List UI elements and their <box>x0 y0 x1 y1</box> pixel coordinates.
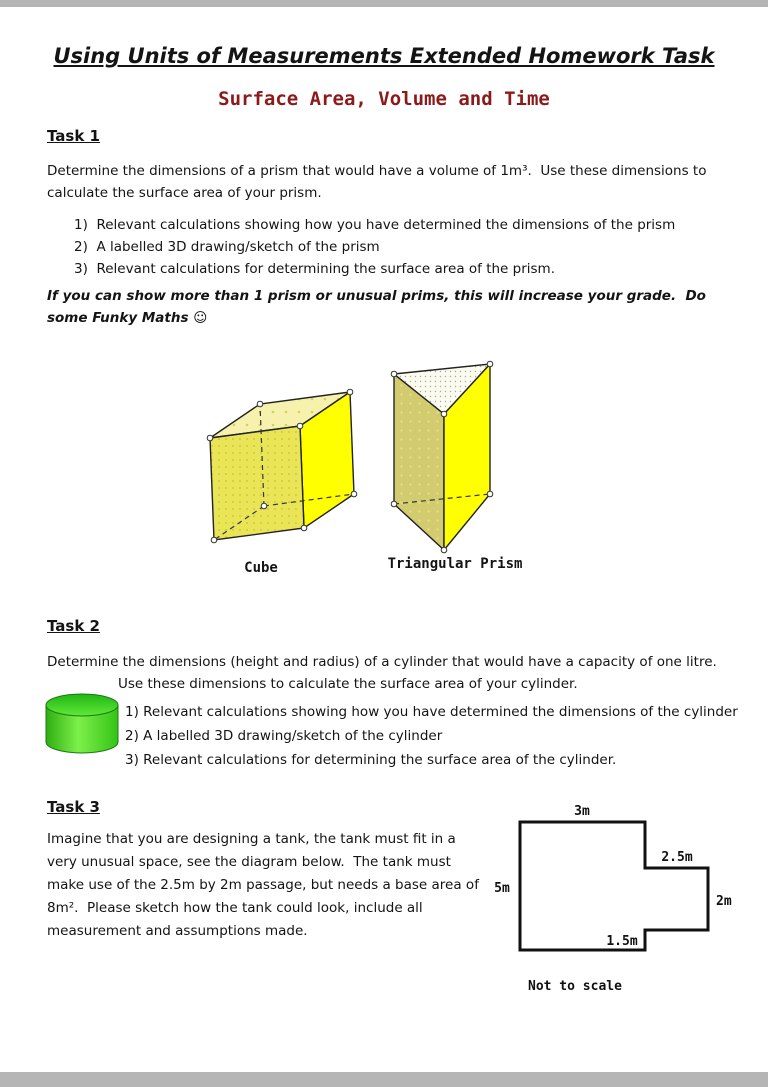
tank-dim-top: 3m <box>574 804 590 819</box>
task1-list <box>74 214 675 280</box>
task1-note: If you can show more than 1 prism or unusual prims, this will increase your grade. Do some Funky Maths ☺ <box>47 288 711 326</box>
cube-figure <box>202 380 364 556</box>
task2-item-2: 2) A labelled 3D drawing/sketch of the cylinder <box>125 728 443 744</box>
triangular-prism-figure <box>388 354 496 563</box>
tank-dim-passage-top: 2.5m <box>661 850 693 865</box>
task1-item-3: 3) Relevant calculations for determining the surface area of the prism. <box>74 261 555 277</box>
tank-dim-left: 5m <box>494 881 510 896</box>
cylinder-drawing <box>42 690 122 758</box>
page-title: Using Units of Measurements Extended Homework Task <box>53 44 715 68</box>
tank-outline <box>520 822 708 950</box>
task1-heading: Task 1 <box>47 127 100 145</box>
tank-diagram <box>490 800 745 1009</box>
cylinder-top <box>46 694 118 716</box>
task2-item-3: 3) Relevant calculations for determining the surface area of the cylinder. <box>125 752 617 768</box>
task3-heading: Task 3 <box>47 798 100 816</box>
task2-intro-line2: Use these dimensions to calculate the surface area of your cylinder. <box>118 676 578 692</box>
triangular-prism-label: Triangular Prism <box>387 556 523 572</box>
triangular-prism-drawing <box>388 354 496 559</box>
page-edge-bottom <box>0 1072 768 1087</box>
tank-dim-bottom: 1.5m <box>606 934 638 949</box>
page-edge-top <box>0 0 768 7</box>
tank-dim-passage-right: 2m <box>716 894 732 909</box>
task3-intro: Imagine that you are designing a tank, the tank must fit in a very unusual space, see the diagram below. The tank must make use of the 2.5m by 2m passage, but needs a base area of 8m². Please sketch how the tank could look, include all measurement and assumptions made. <box>47 831 484 939</box>
task2-heading: Task 2 <box>47 617 100 635</box>
task1-item-1: 1) Relevant calculations showing how you have determined the dimensions of the prism <box>74 217 676 233</box>
task1-intro: Determine the dimensions of a prism that would have a volume of 1m³. Use these dimensions to calculate the surface area of your prism. <box>47 163 711 201</box>
tank-caption: Not to scale <box>528 979 622 994</box>
tank-drawing <box>490 800 745 1005</box>
task2-intro-line1: Determine the dimensions (height and radius) of a cylinder that would have a capacity of one litre. <box>47 654 717 670</box>
cylinder-figure <box>42 690 122 762</box>
cube-drawing <box>202 380 364 552</box>
cube-front-face <box>210 426 304 540</box>
page-subtitle: Surface Area, Volume and Time <box>218 88 550 110</box>
cube-label: Cube <box>244 560 278 576</box>
task2-item-1: 1) Relevant calculations showing how you have determined the dimensions of the cylinder <box>125 704 738 720</box>
task1-item-2: 2) A labelled 3D drawing/sketch of the prism <box>74 239 380 255</box>
task2-list <box>125 700 738 772</box>
